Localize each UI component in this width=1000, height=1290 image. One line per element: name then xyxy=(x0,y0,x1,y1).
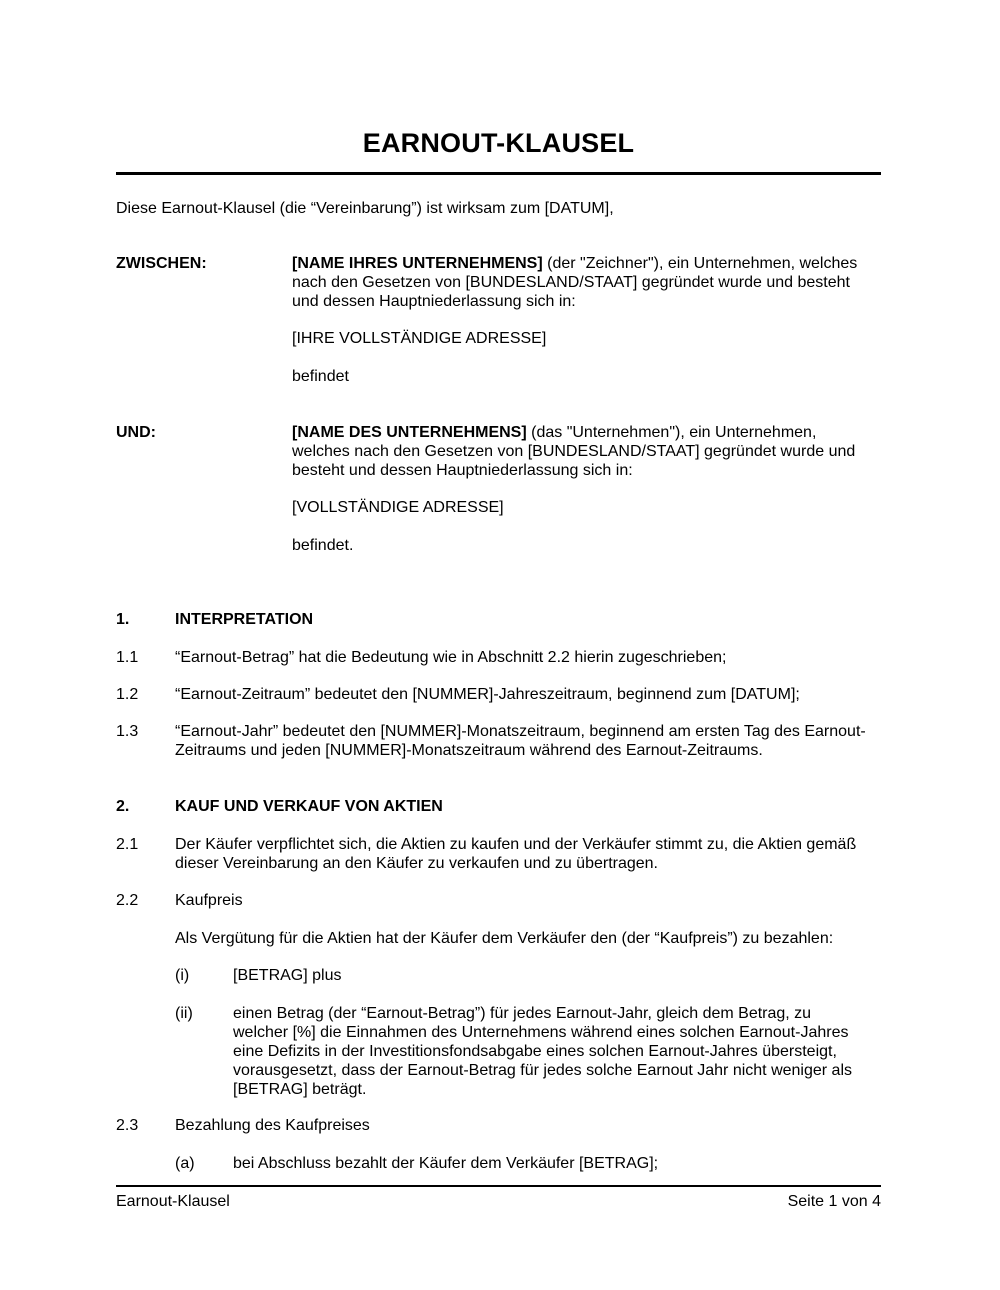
clause-1-1-text: “Earnout-Betrag” hat die Bedeutung wie in Abschnitt 2.2 hierin zugeschrieben; xyxy=(175,649,727,666)
item-ii-text-line-3: eine Defizits in der Investitionsfondsabgabe eines solchen Earnout-Jahres übersteigt, xyxy=(233,1043,837,1060)
clause-1-3-text-line-1: “Earnout-Jahr” bedeutet den [NUMMER]-Monatszeitraum, beginnend am ersten Tag des Earnout- xyxy=(175,723,866,740)
clause-2-1-number: 2.1 xyxy=(116,836,139,853)
clause-2-1-text-line-1: Der Käufer verpflichtet sich, die Aktien zu kaufen und der Verkäufer stimmt zu, die Aktien gemäß xyxy=(175,836,857,853)
clause-1-3-text-line-2: Zeitraums und jeden [NUMMER]-Monatszeitraum während des Earnout-Zeitraums. xyxy=(175,742,763,759)
party-2-closing: befindet. xyxy=(292,537,354,554)
item-ii-text-line-5: [BETRAG] beträgt. xyxy=(233,1081,367,1098)
party-label-zwischen: ZWISCHEN: xyxy=(116,255,207,272)
party-1-address: [IHRE VOLLSTÄNDIGE ADRESSE] xyxy=(292,330,547,347)
party-2-line-1 xyxy=(292,423,816,442)
footer-page-number: Seite 1 von 4 xyxy=(787,1193,881,1210)
document-title: EARNOUT-KLAUSEL xyxy=(362,128,635,158)
item-i-marker: (i) xyxy=(175,967,190,984)
intro-paragraph: Diese Earnout-Klausel (die “Vereinbarung”) ist wirksam zum [DATUM], xyxy=(116,200,614,217)
party-1-name: [NAME IHRES UNTERNEHMENS] xyxy=(292,255,543,272)
clause-2-1-text-line-2: dieser Vereinbarung an den Käufer zu verkaufen und zu übertragen. xyxy=(175,855,658,872)
item-ii-text-line-2: welcher [%] die Einnahmen des Unternehmens während eines solchen Earnout-Jahres xyxy=(233,1024,849,1041)
clause-2-3-heading: Bezahlung des Kaufpreises xyxy=(175,1117,370,1134)
section-1-number: 1. xyxy=(116,611,130,628)
clause-2-2-body: Als Vergütung für die Aktien hat der Käufer dem Verkäufer den (der “Kaufpreis”) zu bezahlen: xyxy=(175,930,834,947)
clause-1-2-text: “Earnout-Zeitraum” bedeutet den [NUMMER]-Jahreszeitraum, beginnend zum [DATUM]; xyxy=(175,686,800,703)
clause-2-2-heading: Kaufpreis xyxy=(175,892,243,909)
item-i-text: [BETRAG] plus xyxy=(233,967,342,984)
section-2-number: 2. xyxy=(116,798,130,815)
party-1-line-1-rest: (der "Zeichner"), ein Unternehmen, welches xyxy=(542,255,858,272)
clause-1-1-number: 1.1 xyxy=(116,649,139,666)
party-2-address: [VOLLSTÄNDIGE ADRESSE] xyxy=(292,499,504,516)
item-ii-text-line-4: vorausgesetzt, dass der Earnout-Betrag für jedes solche Earnout Jahr nicht weniger als xyxy=(233,1062,852,1079)
party-label-und: UND: xyxy=(116,424,156,441)
section-2-heading: KAUF UND VERKAUF VON AKTIEN xyxy=(175,798,443,815)
party-1-closing: befindet xyxy=(292,368,349,385)
party-2-line-1-rest: (das "Unternehmen"), ein Unternehmen, xyxy=(526,424,817,441)
footer-rule xyxy=(116,1185,881,1187)
party-1-line-2: nach den Gesetzen von [BUNDESLAND/STAAT] gegründet wurde und besteht xyxy=(292,274,850,291)
clause-2-2-number: 2.2 xyxy=(116,892,139,909)
footer-document-name: Earnout-Klausel xyxy=(116,1193,230,1210)
item-a-marker: (a) xyxy=(175,1155,195,1172)
section-1-heading: INTERPRETATION xyxy=(175,611,314,628)
party-1-line-1 xyxy=(292,254,857,273)
item-ii-marker: (ii) xyxy=(175,1005,193,1022)
clause-1-3-number: 1.3 xyxy=(116,723,139,740)
item-a-text: bei Abschluss bezahlt der Käufer dem Verkäufer [BETRAG]; xyxy=(233,1155,659,1172)
party-1-line-3: und dessen Hauptniederlassung sich in: xyxy=(292,293,576,310)
clause-1-2-number: 1.2 xyxy=(116,686,139,703)
party-2-line-2: welches nach den Gesetzen von [BUNDESLAND/STAAT] gegründet wurde und xyxy=(292,443,856,460)
item-ii-text-line-1: einen Betrag (der “Earnout-Betrag”) für jedes Earnout-Jahr, gleich dem Betrag, zu xyxy=(233,1005,812,1022)
party-2-name: [NAME DES UNTERNEHMENS] xyxy=(292,424,527,441)
clause-2-3-number: 2.3 xyxy=(116,1117,139,1134)
party-2-line-3: besteht und dessen Hauptniederlassung sich in: xyxy=(292,462,633,479)
title-rule xyxy=(116,172,881,175)
